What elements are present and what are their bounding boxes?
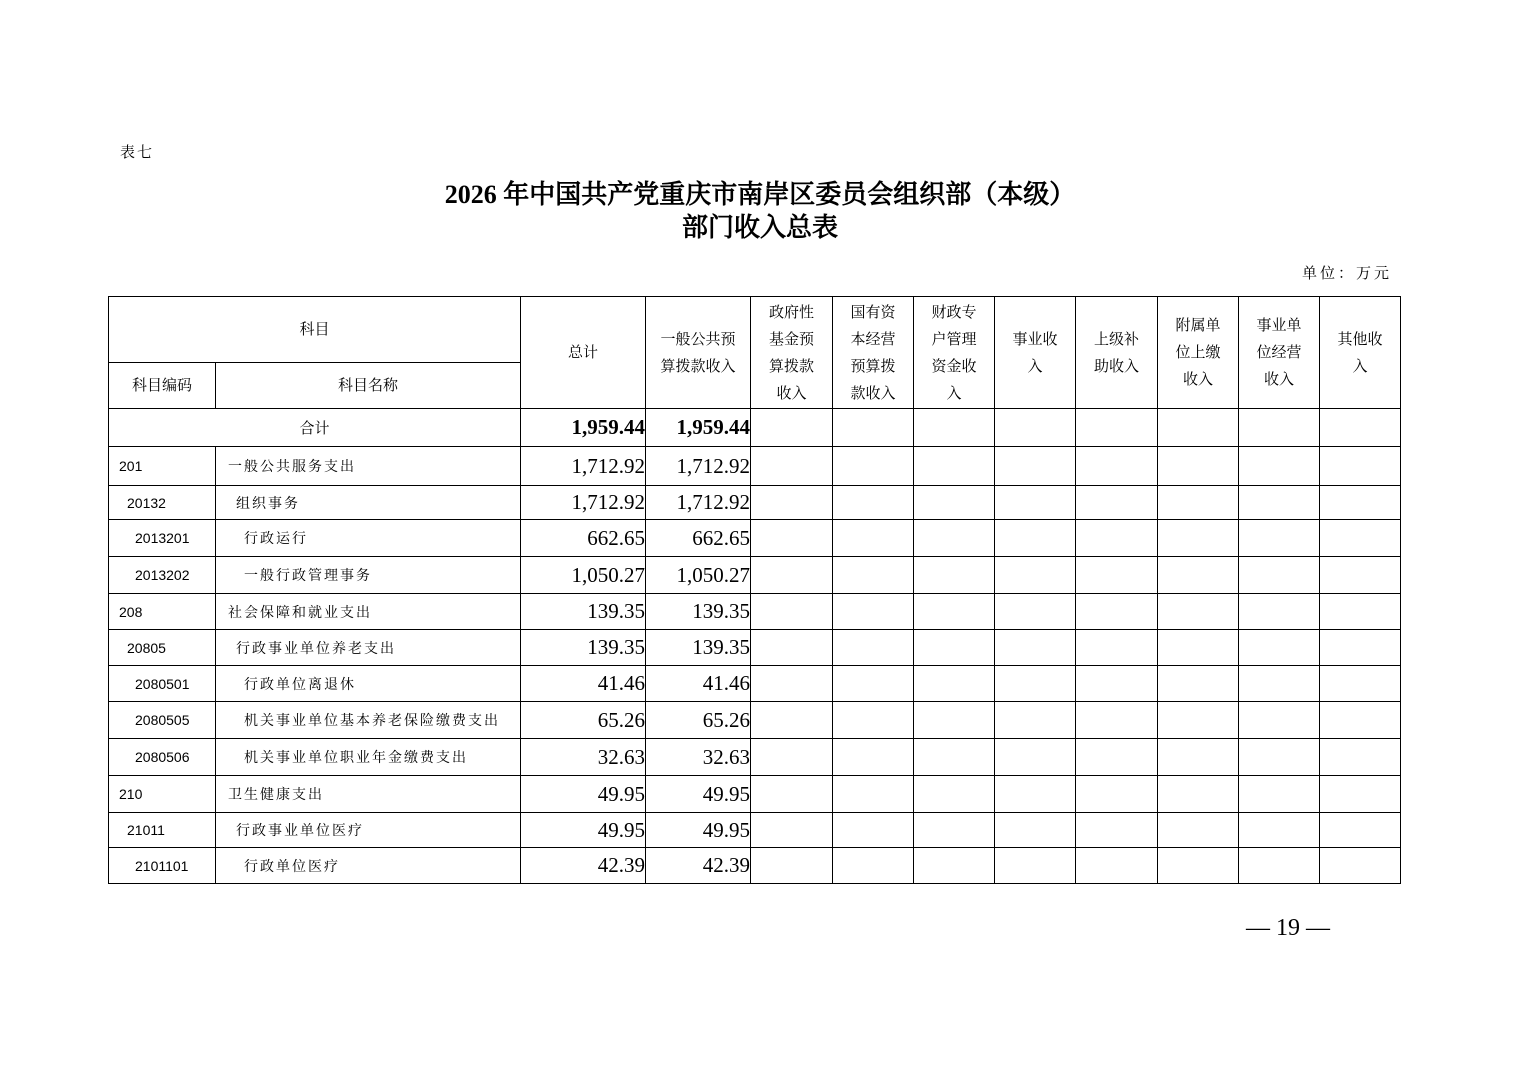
table-row (109, 848, 1401, 884)
col-header-label: 国有资本经营预算拨款收入 (850, 302, 896, 402)
title-line-2: 部门收入总表 (681, 213, 838, 242)
general-budget-amount: 1,959.44 (646, 409, 751, 447)
general-budget-amount: 662.65 (646, 520, 751, 557)
empty-cell (1076, 409, 1158, 447)
col-header-state-capital (833, 297, 914, 409)
empty-cell (1239, 848, 1320, 884)
empty-cell (1239, 409, 1320, 447)
empty-cell (995, 594, 1076, 630)
empty-cell (833, 486, 914, 520)
empty-cell (914, 776, 995, 813)
empty-cell (995, 520, 1076, 557)
table-row (109, 776, 1401, 813)
col-header-superior-subsidy (1076, 297, 1158, 409)
empty-cell (1320, 848, 1401, 884)
empty-cell (995, 776, 1076, 813)
empty-cell (1320, 702, 1401, 739)
empty-cell (1076, 739, 1158, 776)
empty-cell (1320, 557, 1401, 594)
col-header-gov-fund (751, 297, 833, 409)
general-budget-amount: 139.35 (646, 594, 751, 630)
general-budget-amount: 65.26 (646, 702, 751, 739)
empty-cell (833, 739, 914, 776)
empty-cell (751, 739, 833, 776)
general-budget-amount: 32.63 (646, 739, 751, 776)
empty-cell (1239, 702, 1320, 739)
col-header-label: 总计 (568, 343, 599, 361)
empty-cell (995, 557, 1076, 594)
empty-cell (914, 594, 995, 630)
total-amount: 1,712.92 (521, 447, 646, 486)
empty-cell (1076, 848, 1158, 884)
page-title (0, 178, 1520, 244)
table-row (109, 739, 1401, 776)
empty-cell (1239, 557, 1320, 594)
subject-name: 行政单位医疗 (216, 848, 521, 884)
empty-cell (1158, 630, 1239, 666)
col-header-label: 附属单位上缴收入 (1175, 316, 1221, 388)
empty-cell (1320, 520, 1401, 557)
empty-cell (1076, 594, 1158, 630)
col-header-label: 一般公共预算拨款收入 (660, 329, 736, 375)
empty-cell (751, 666, 833, 702)
col-header-label: 财政专户管理资金收入 (931, 302, 977, 402)
col-header-other-income (1320, 297, 1401, 409)
empty-cell (751, 702, 833, 739)
empty-cell (1158, 594, 1239, 630)
empty-cell (1320, 594, 1401, 630)
empty-cell (914, 486, 995, 520)
empty-cell (833, 630, 914, 666)
general-budget-amount: 41.46 (646, 666, 751, 702)
empty-cell (995, 630, 1076, 666)
subject-name: 一般行政管理事务 (216, 557, 521, 594)
total-amount: 41.46 (521, 666, 646, 702)
empty-cell (833, 447, 914, 486)
col-header-label: 上级补助收入 (1094, 329, 1140, 375)
general-budget-amount: 139.35 (646, 630, 751, 666)
subject-name: 行政单位离退休 (216, 666, 521, 702)
general-budget-amount: 1,050.27 (646, 557, 751, 594)
total-amount: 42.39 (521, 848, 646, 884)
subject-name: 行政事业单位养老支出 (216, 630, 521, 666)
empty-cell (751, 409, 833, 447)
empty-cell (1158, 447, 1239, 486)
subject-code: 210 (109, 776, 216, 813)
empty-cell (1239, 520, 1320, 557)
total-amount: 662.65 (521, 520, 646, 557)
empty-cell (995, 848, 1076, 884)
empty-cell (1158, 739, 1239, 776)
table-row (109, 702, 1401, 739)
empty-cell (1320, 739, 1401, 776)
empty-cell (914, 409, 995, 447)
empty-cell (1158, 557, 1239, 594)
table-row (109, 666, 1401, 702)
empty-cell (914, 813, 995, 848)
empty-cell (1239, 739, 1320, 776)
subject-name: 行政事业单位医疗 (216, 813, 521, 848)
empty-cell (751, 447, 833, 486)
general-budget-amount: 42.39 (646, 848, 751, 884)
empty-cell (1239, 447, 1320, 486)
empty-cell (751, 520, 833, 557)
empty-cell (1076, 702, 1158, 739)
empty-cell (1158, 702, 1239, 739)
empty-cell (1239, 630, 1320, 666)
subject-name-header: 科目名称 (216, 363, 521, 409)
table-row (109, 486, 1401, 520)
empty-cell (995, 486, 1076, 520)
empty-cell (751, 557, 833, 594)
subject-name: 一般公共服务支出 (216, 447, 521, 486)
empty-cell (1320, 447, 1401, 486)
empty-cell (995, 447, 1076, 486)
empty-cell (1076, 447, 1158, 486)
empty-cell (833, 557, 914, 594)
empty-cell (1076, 776, 1158, 813)
title-line-1: 2026 年中国共产党重庆市南岸区委员会组织部（本级） (444, 180, 1076, 209)
subject-code: 20132 (109, 486, 216, 520)
empty-cell (1076, 666, 1158, 702)
total-amount: 49.95 (521, 813, 646, 848)
total-amount: 139.35 (521, 630, 646, 666)
subject-code-header: 科目编码 (109, 363, 216, 409)
empty-cell (1076, 557, 1158, 594)
subject-name: 卫生健康支出 (216, 776, 521, 813)
empty-cell (1076, 630, 1158, 666)
col-header-general-budget (646, 297, 751, 409)
empty-cell (914, 630, 995, 666)
empty-cell (1320, 486, 1401, 520)
empty-cell (1320, 776, 1401, 813)
total-amount: 32.63 (521, 739, 646, 776)
empty-cell (914, 520, 995, 557)
total-amount: 49.95 (521, 776, 646, 813)
empty-cell (751, 630, 833, 666)
empty-cell (1158, 776, 1239, 813)
empty-cell (833, 848, 914, 884)
general-budget-amount: 1,712.92 (646, 486, 751, 520)
empty-cell (833, 594, 914, 630)
empty-cell (1076, 520, 1158, 557)
empty-cell (1239, 666, 1320, 702)
subject-code: 2013201 (109, 520, 216, 557)
col-header-operating-income (1239, 297, 1320, 409)
empty-cell (914, 666, 995, 702)
empty-cell (995, 702, 1076, 739)
table-row (109, 557, 1401, 594)
col-header-total (521, 297, 646, 409)
empty-cell (995, 666, 1076, 702)
total-amount: 139.35 (521, 594, 646, 630)
empty-cell (1320, 409, 1401, 447)
empty-cell (995, 409, 1076, 447)
total-amount: 1,712.92 (521, 486, 646, 520)
empty-cell (1320, 813, 1401, 848)
empty-cell (1158, 520, 1239, 557)
empty-cell (1239, 813, 1320, 848)
subject-name: 组织事务 (216, 486, 521, 520)
empty-cell (1158, 848, 1239, 884)
unit-label: 单位：万元 (1301, 264, 1392, 282)
subject-code: 2013202 (109, 557, 216, 594)
subject-header: 科目 (109, 297, 521, 363)
empty-cell (751, 813, 833, 848)
col-header-label: 其他收入 (1337, 329, 1383, 375)
subject-code: 2080506 (109, 739, 216, 776)
subject-code: 20805 (109, 630, 216, 666)
table-row (109, 520, 1401, 557)
total-amount: 1,050.27 (521, 557, 646, 594)
general-budget-amount: 49.95 (646, 813, 751, 848)
empty-cell (1239, 486, 1320, 520)
empty-cell (995, 739, 1076, 776)
total-amount: 1,959.44 (521, 409, 646, 447)
empty-cell (1158, 813, 1239, 848)
table-label: 表七 (120, 143, 155, 161)
total-row (109, 409, 1401, 447)
empty-cell (833, 813, 914, 848)
col-header-special-account (914, 297, 995, 409)
col-header-label: 事业单位经营收入 (1256, 316, 1302, 388)
col-header-business-income (995, 297, 1076, 409)
empty-cell (914, 848, 995, 884)
empty-cell (833, 409, 914, 447)
total-label: 合计 (109, 409, 521, 447)
subject-code: 2080505 (109, 702, 216, 739)
col-header-affiliated-payment (1158, 297, 1239, 409)
empty-cell (1076, 486, 1158, 520)
table-row (109, 630, 1401, 666)
empty-cell (1076, 813, 1158, 848)
empty-cell (751, 594, 833, 630)
page-number: — 19 — (1246, 915, 1330, 941)
general-budget-amount: 1,712.92 (646, 447, 751, 486)
empty-cell (914, 557, 995, 594)
general-budget-amount: 49.95 (646, 776, 751, 813)
total-amount: 65.26 (521, 702, 646, 739)
subject-name: 机关事业单位职业年金缴费支出 (216, 739, 521, 776)
subject-name: 行政运行 (216, 520, 521, 557)
col-header-label: 事业收入 (1012, 329, 1058, 375)
empty-cell (1239, 594, 1320, 630)
empty-cell (1158, 409, 1239, 447)
empty-cell (751, 486, 833, 520)
subject-code: 2080501 (109, 666, 216, 702)
empty-cell (751, 776, 833, 813)
table-row (109, 594, 1401, 630)
empty-cell (914, 739, 995, 776)
col-header-label: 政府性基金预算拨款收入 (769, 302, 815, 402)
empty-cell (1320, 666, 1401, 702)
empty-cell (1158, 486, 1239, 520)
empty-cell (1158, 666, 1239, 702)
subject-code: 21011 (109, 813, 216, 848)
subject-name: 机关事业单位基本养老保险缴费支出 (216, 702, 521, 739)
subject-code: 201 (109, 447, 216, 486)
empty-cell (833, 666, 914, 702)
empty-cell (1239, 776, 1320, 813)
empty-cell (914, 447, 995, 486)
subject-code: 208 (109, 594, 216, 630)
empty-cell (833, 776, 914, 813)
header-row (109, 297, 1401, 363)
empty-cell (995, 813, 1076, 848)
subject-name: 社会保障和就业支出 (216, 594, 521, 630)
empty-cell (751, 848, 833, 884)
subject-code: 2101101 (109, 848, 216, 884)
empty-cell (833, 520, 914, 557)
income-summary-table (108, 296, 1401, 884)
table-row (109, 447, 1401, 486)
empty-cell (833, 702, 914, 739)
empty-cell (914, 702, 995, 739)
table-row (109, 813, 1401, 848)
empty-cell (1320, 630, 1401, 666)
